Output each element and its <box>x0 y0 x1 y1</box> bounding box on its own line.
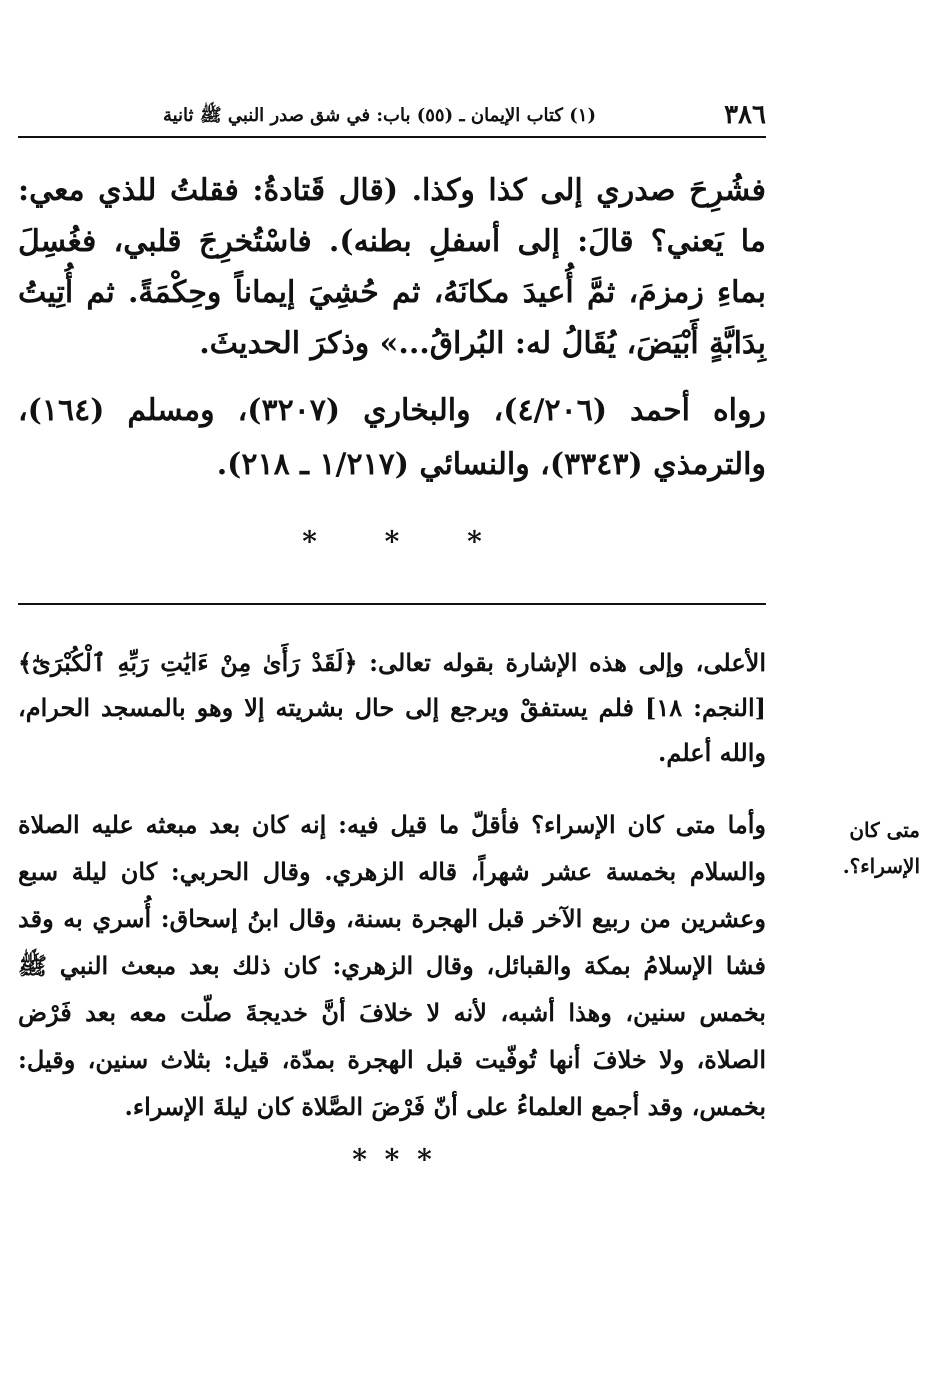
page-number: ٣٨٦ <box>724 100 766 130</box>
section-separator: * * * <box>302 525 482 558</box>
running-title: (١) كتاب الإيمان ـ (٥٥) باب: في شق صدر النبي ﷺ ثانية <box>162 105 596 126</box>
end-separator: * * * <box>352 1143 432 1176</box>
margin-heading: متى كان الإسراء؟. <box>842 818 920 878</box>
hadith-text: فشُرِحَ صدري إلى كذا وكذا. (قال قَتادةُ: فقلتُ للذي معي: ما يَعني؟ قالَ: إلى أسفلِ بطنه). فاسْتُخرِجَ قلبي، فغُسِلَ بماءِ زمزمَ، ثمَّ أُعيدَ مكانَهُ، ثم حُشِيَ إيماناً وحِكْمَةً. ثم أُتِيتُ بِدَابَّةٍ أَبْيَضَ، يُقَالُ له: البُراقُ...» وذكرَ الحديثَ. <box>18 173 766 361</box>
running-head <box>18 96 766 138</box>
commentary-paragraph-isra: وأما متى كان الإسراء؟ فأقلّ ما قيل فيه: إنه كان بعد مبعثه عليه الصلاة والسلام بخمسة عشر شهراً، قاله الزهري. وقال الحربي: كان ليلة سبع وعشرين من ربيع الآخر قبل الهجرة بسنة، وقال ابنُ إسحاق: أُسري به وقد فشا الإسلامُ بمكة والقبائل، وقال الزهري: كان ذلك بعد مبعث النبي ﷺ بخمس سنين، وهذا أشبه، لأنه لا خلافَ أنَّ خديجةَ صلّت معه بعد فَرْض الصلاة، ولا خلافَ أنها تُوفّيت قبل الهجرة بمدّة، قيل: بثلاث سنين، وقيل: بخمس، وقد أجمع العلماءُ على أنّ فَرْضَ الصَّلاة كان ليلةَ الإسراء. <box>18 810 766 1121</box>
hadith-sources: رواه أحمد (٤/٢٠٦)، والبخاري (٣٢٠٧)، ومسلم (١٦٤)، والترمذي (٣٣٤٣)، والنسائي (١/٢١٧ ـ ٢١٨). <box>18 393 766 482</box>
commentary-paragraph: الأعلى، وإلى هذه الإشارة بقوله تعالى: ﴿لَقَدْ رَأَىٰ مِنْ ءَايَٰتِ رَبِّهِ ٱلْكُبْرَىٰٓ﴾ [النجم: ١٨] فلم يستفقْ ويرجع إلى حال بشريته إلا وهو بالمسجد الحرام، والله أعلم. <box>18 648 766 767</box>
footnote-divider <box>18 603 766 605</box>
